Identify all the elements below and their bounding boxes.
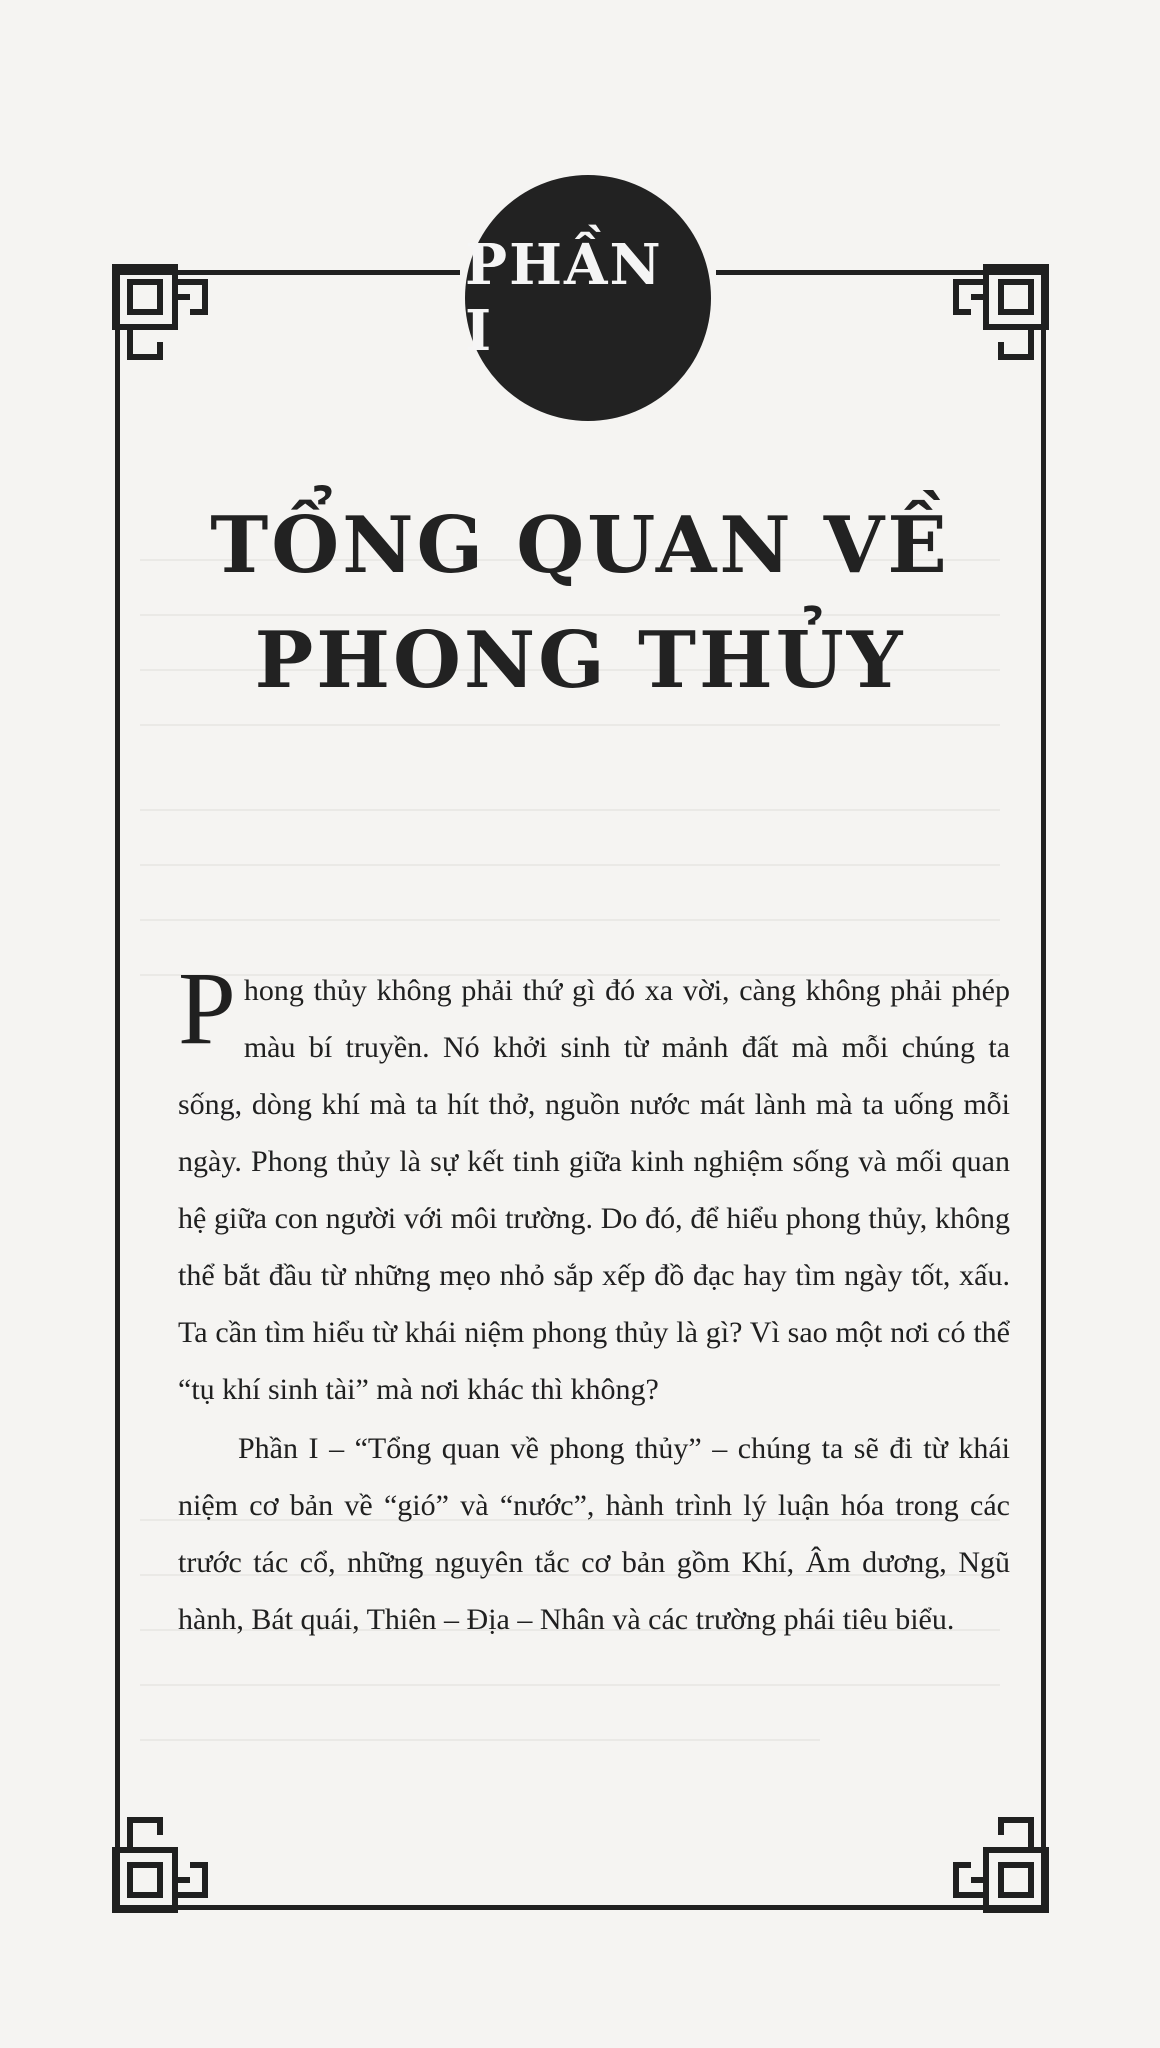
corner-ornament-bottom-right (946, 1810, 1051, 1915)
intro-paragraph-text: hong thủy không phải thứ gì đó xa vời, càng không phải phép màu bí truyền. Nó khởi sinh từ mảnh đất mà mỗi chúng ta sống, dòng khí mà ta hít thở, nguồn nước mát lành mà ta uống mỗi ngày. Phong thủy là sự kết tinh giữa kinh nghiệm sống và mối quan hệ giữa con người với môi trường. Do đó, để hiểu phong thủy, không thể bắt đầu từ những mẹo nhỏ sắp xếp đồ đạc hay tìm ngày tốt, xấu. Ta cần tìm hiểu từ khái niệm phong thủy là gì? Vì sao một nơi có thể “tụ khí sinh tài” mà nơi khác thì không? (178, 974, 1010, 1406)
chapter-title-line-1: TỔNG QUAN VỀ (210, 500, 950, 591)
overview-paragraph (178, 1420, 1010, 1648)
frame-left (115, 270, 120, 1910)
corner-ornament-bottom-left (110, 1810, 215, 1915)
corner-ornament-top-right (946, 262, 1051, 367)
overview-paragraph-text: Phần I – “Tổng quan về phong thủy” – chúng ta sẽ đi từ khái niệm cơ bản về “gió” và “nước”, hành trình lý luận hóa trong các trước tác cổ, những nguyên tắc cơ bản gồm Khí, Âm dương, Ngũ hành, Bát quái, Thiên – Địa – Nhân và các trường phái tiêu biểu. (178, 1432, 1010, 1636)
corner-ornament-top-left (110, 262, 215, 367)
part-badge (465, 175, 711, 421)
frame-right (1041, 270, 1046, 1910)
frame-bottom (115, 1905, 1046, 1910)
chapter-title-line-2: PHONG THỦY (254, 615, 906, 706)
intro-paragraph (178, 951, 1010, 1418)
drop-cap: P (178, 951, 236, 1066)
part-badge-label: PHẦN I (465, 232, 663, 364)
